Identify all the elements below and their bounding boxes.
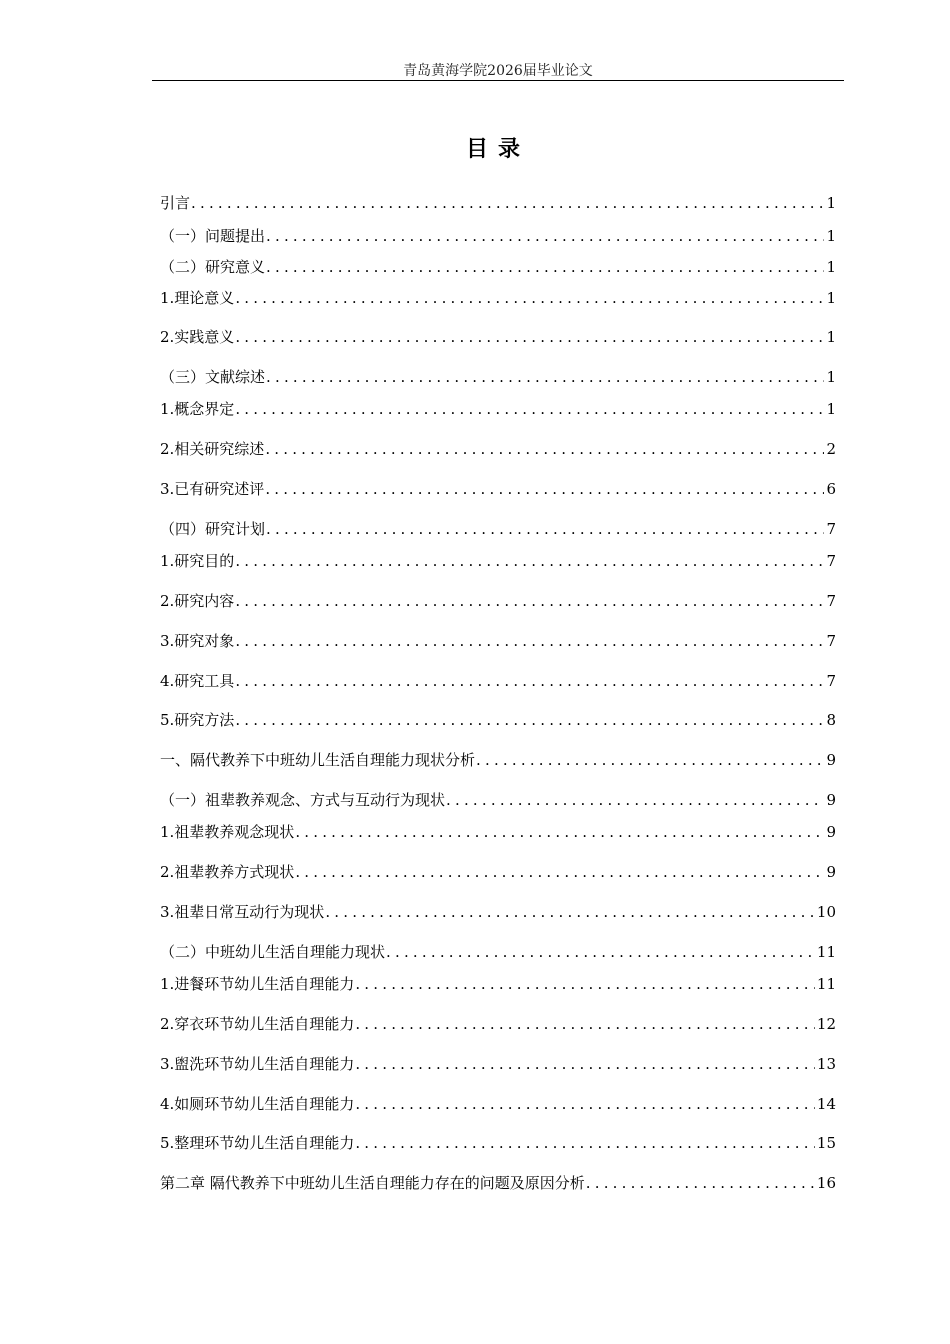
toc-dot-leader [355, 1013, 815, 1035]
toc-entry[interactable] [160, 821, 836, 843]
toc-entry[interactable] [160, 398, 836, 420]
toc-page-number: 2 [826, 440, 836, 458]
toc-entry-text: （一）问题提出 [160, 227, 266, 245]
toc-entry[interactable] [160, 670, 836, 692]
toc-entry[interactable] [160, 1053, 836, 1075]
toc-page-number: 11 [816, 975, 836, 993]
toc-dot-leader [235, 709, 824, 731]
toc-entry-text: 2.实践意义 [160, 328, 235, 346]
toc-entry-text: 5.整理环节幼儿生活自理能力 [160, 1134, 355, 1152]
toc-dot-leader [265, 438, 824, 460]
toc-entry[interactable] [160, 518, 836, 540]
toc-entry-text: 1.研究目的 [160, 552, 235, 570]
toc-dot-leader [476, 749, 824, 771]
toc-dot-leader [266, 518, 824, 540]
toc-dot-leader [235, 287, 824, 309]
toc-dot-leader [266, 256, 824, 278]
toc-page-number: 9 [826, 823, 836, 841]
toc-entry[interactable] [160, 1132, 836, 1154]
toc-page-number: 1 [826, 258, 836, 276]
toc-page-number: 10 [816, 903, 836, 921]
toc-entry-text: 4.研究工具 [160, 672, 235, 690]
toc-dot-leader [266, 225, 824, 247]
toc-entry[interactable] [160, 901, 836, 923]
toc-dot-leader [446, 789, 824, 811]
toc-entry-text: （一）祖辈教养观念、方式与互动行为现状 [160, 791, 446, 809]
toc-dot-leader [235, 590, 824, 612]
toc-dot-leader [586, 1172, 815, 1194]
toc-entry-text: 1.概念界定 [160, 400, 235, 418]
toc-entry[interactable] [160, 478, 836, 500]
toc-dot-leader [295, 861, 824, 883]
toc-entry-text: 2.研究内容 [160, 592, 235, 610]
toc-dot-leader [266, 366, 824, 388]
toc-entry[interactable] [160, 438, 836, 460]
toc-page-number: 7 [826, 520, 836, 538]
toc-dot-leader [235, 326, 824, 348]
toc-entry-text: 2.相关研究综述 [160, 440, 265, 458]
page-header: 青岛黄海学院2026届毕业论文 [403, 63, 593, 79]
toc-entry[interactable] [160, 1172, 836, 1194]
toc-dot-leader [295, 821, 824, 843]
toc-dot-leader [235, 670, 824, 692]
toc-page-number: 16 [816, 1174, 836, 1192]
toc-entry-text: （二）中班幼儿生活自理能力现状 [160, 943, 386, 961]
toc-page-number: 9 [826, 751, 836, 769]
toc-entry[interactable] [160, 287, 836, 309]
toc-entry[interactable] [160, 225, 836, 247]
toc-entry[interactable] [160, 256, 836, 278]
toc-entry-text: 3.祖辈日常互动行为现状 [160, 903, 325, 921]
toc-entry[interactable] [160, 1093, 836, 1115]
toc-entry[interactable] [160, 749, 836, 771]
toc-entry-text: 3.已有研究述评 [160, 480, 265, 498]
toc-page-number: 1 [826, 368, 836, 386]
toc-entry[interactable] [160, 550, 836, 572]
header-rule [152, 80, 844, 81]
toc-entry-text: 2.穿衣环节幼儿生活自理能力 [160, 1015, 355, 1033]
toc-dot-leader [355, 1053, 815, 1075]
toc-entry[interactable] [160, 366, 836, 388]
toc-page-number: 9 [826, 863, 836, 881]
toc-entry-text: （三）文献综述 [160, 368, 266, 386]
toc-entry-text: 5.研究方法 [160, 711, 235, 729]
toc-entry[interactable] [160, 590, 836, 612]
toc-entry-text: （二）研究意义 [160, 258, 266, 276]
toc-page-number: 8 [826, 711, 836, 729]
toc-page-number: 13 [816, 1055, 836, 1073]
toc-page-number: 7 [826, 552, 836, 570]
toc-entry-text: 2.祖辈教养方式现状 [160, 863, 295, 881]
toc-entry[interactable] [160, 709, 836, 731]
toc-entry[interactable] [160, 192, 836, 214]
toc-dot-leader [191, 192, 824, 214]
toc-entry-text: 3.盥洗环节幼儿生活自理能力 [160, 1055, 355, 1073]
toc-page-number: 14 [816, 1095, 836, 1113]
toc-page-number: 7 [826, 672, 836, 690]
toc-dot-leader [235, 630, 824, 652]
toc-entry[interactable] [160, 630, 836, 652]
toc-page-number: 6 [826, 480, 836, 498]
toc-entry[interactable] [160, 861, 836, 883]
toc-page-number: 7 [826, 632, 836, 650]
toc-entry[interactable] [160, 973, 836, 995]
toc-page-number: 11 [816, 943, 836, 961]
toc-entry-text: 1.进餐环节幼儿生活自理能力 [160, 975, 355, 993]
toc-entry-text: 3.研究对象 [160, 632, 235, 650]
toc-dot-leader [325, 901, 815, 923]
toc-page-number: 1 [826, 328, 836, 346]
toc-title: 目录 [465, 137, 530, 162]
toc-page-number: 1 [826, 194, 836, 212]
toc-page-number: 1 [826, 400, 836, 418]
toc-entry-text: 引言 [160, 194, 191, 212]
toc-page-number: 9 [826, 791, 836, 809]
toc-dot-leader [265, 478, 824, 500]
toc-entry-text: 4.如厕环节幼儿生活自理能力 [160, 1095, 355, 1113]
toc-entry[interactable] [160, 326, 836, 348]
toc-dot-leader [235, 550, 824, 572]
toc-dot-leader [355, 973, 815, 995]
toc-page-number: 12 [816, 1015, 836, 1033]
toc-entry[interactable] [160, 1013, 836, 1035]
toc-entry-text: 第二章 隔代教养下中班幼儿生活自理能力存在的问题及原因分析 [160, 1174, 585, 1192]
toc-entry[interactable] [160, 941, 836, 963]
toc-dot-leader [355, 1132, 815, 1154]
toc-entry-text: （四）研究计划 [160, 520, 266, 538]
toc-dot-leader [235, 398, 824, 420]
toc-dot-leader [355, 1093, 815, 1115]
toc-entry-text: 一、隔代教养下中班幼儿生活自理能力现状分析 [160, 751, 476, 769]
toc-entry-text: 1.理论意义 [160, 289, 235, 307]
toc-page-number: 1 [826, 227, 836, 245]
toc-entry[interactable] [160, 789, 836, 811]
toc-dot-leader [386, 941, 815, 963]
toc-page-number: 1 [826, 289, 836, 307]
toc-entry-text: 1.祖辈教养观念现状 [160, 823, 295, 841]
toc-page-number: 15 [816, 1134, 836, 1152]
toc-page-number: 7 [826, 592, 836, 610]
